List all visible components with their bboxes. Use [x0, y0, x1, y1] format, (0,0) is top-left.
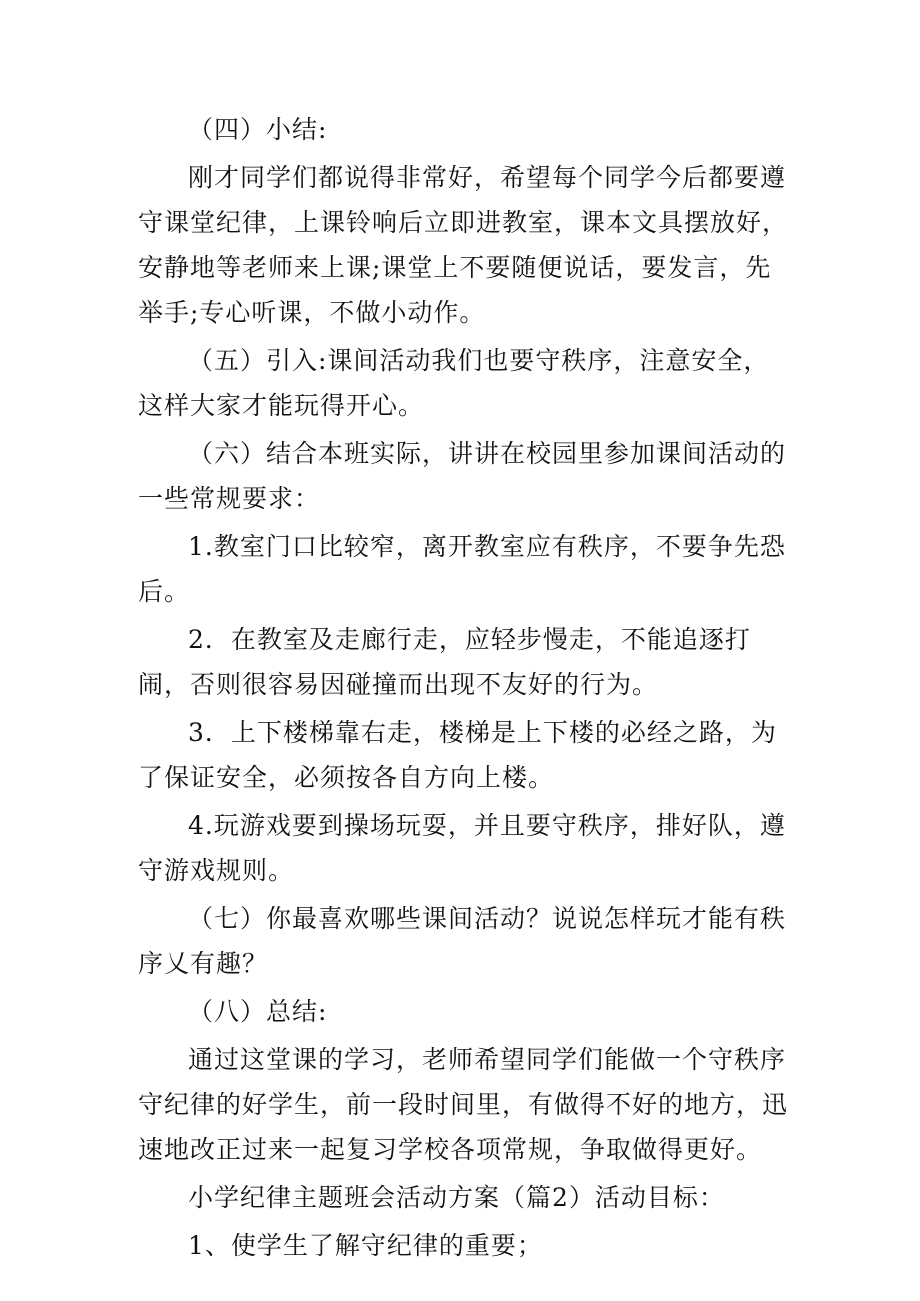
- paragraph-plan-title: 小学纪律主题班会活动方案（篇2）活动目标：: [188, 1183, 725, 1212]
- list-item-rule-3: 3．上下楼梯靠右走，楼梯是上下楼的必经之路，为了保证安全，必须按各自方向上楼。: [138, 718, 777, 792]
- list-item-rule-4: 4.玩游戏要到操场玩耍，并且要守秩序，排好队，遵守游戏规则。: [138, 811, 786, 885]
- paragraph-conclusion: 通过这堂课的学习，老师希望同学们能做一个守秩序守纪律的好学生，前一段时间里，有做得不好的地方，迅速地改正过来一起复习学校各项常规，争取做得更好。: [138, 1045, 789, 1164]
- paragraph-rules-intro: （六）结合本班实际，讲讲在校园里参加课间活动的一些常规要求：: [138, 439, 787, 513]
- section-heading-summary: （四）小结:: [188, 115, 328, 144]
- list-item-goal-1: 1、使学生了解守纪律的重要；: [188, 1231, 543, 1260]
- section-heading-conclusion: （八）总结:: [188, 997, 328, 1026]
- paragraph-introduction: （五）引入:课间活动我们也要守秩序，注意安全，这样大家才能玩得开心。: [138, 346, 770, 420]
- document-body: [138, 107, 790, 1268]
- list-item-rule-1: 1.教室门口比较窄，离开教室应有秩序，不要争先恐后。: [138, 532, 786, 606]
- paragraph-classroom-discipline: 刚才同学们都说得非常好，希望每个同学今后都要遵守课堂纪律，上课铃响后立即进教室，课本文具摆放好，安静地等老师来上课;课堂上不要随便说话，要发言，先举手;专心听课，不做小动作。: [138, 163, 789, 327]
- paragraph-favorite-activities: （七）你最喜欢哪些课间活动？说说怎样玩才能有秩序乂有趣？: [138, 904, 787, 978]
- list-item-rule-2: 2．在教室及走廊行走，应轻步慢走，不能追逐打闹，否则很容易因碰撞而出现不友好的行为。: [138, 625, 751, 699]
